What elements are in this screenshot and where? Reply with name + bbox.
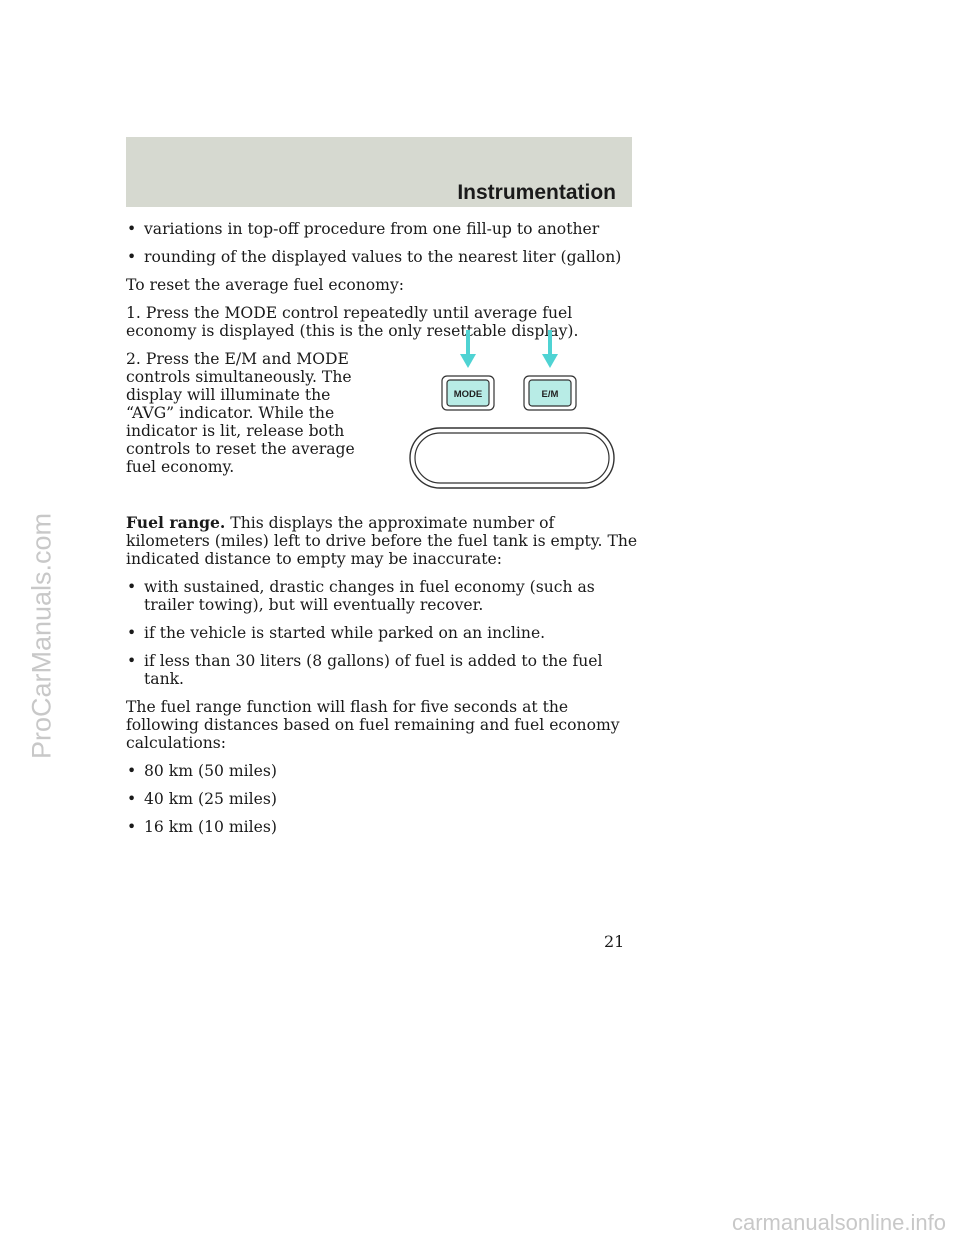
list-item (126, 578, 638, 614)
bullet-glyph: • (127, 248, 137, 266)
footer-watermark: carmanualsonline.info (731, 1210, 946, 1235)
bullet-text: if the vehicle is started while parked on an incline. (144, 624, 546, 642)
bullet-text: 16 km (10 miles) (144, 818, 277, 836)
fuel-range-paragraph (126, 514, 638, 568)
controls-figure (406, 330, 616, 490)
bullet-text: with sustained, drastic changes in fuel economy (such as trailer towing), but will eventually recover. (144, 578, 595, 614)
list-item (126, 220, 638, 238)
page-content (126, 220, 638, 846)
side-watermark: ProCarManuals.com (26, 512, 57, 760)
bullet-text: variations in top-off procedure from one fill-up to another (144, 220, 600, 238)
step-2: 2. Press the E/M and MODE controls simultaneously. The display will illuminate the “AVG” indicator. While the indicator is lit, release both controls to reset the average fuel economy. (126, 350, 355, 476)
em-arrow (542, 330, 558, 368)
header-band (126, 137, 632, 207)
fuel-range-text: This displays the approximate number of kilometers (miles) left to drive before the fuel tank is empty. The indicated distance to empty may be inaccurate: (126, 514, 638, 568)
list-item (126, 248, 638, 266)
display-window (410, 428, 614, 488)
bullet-text: 40 km (25 miles) (144, 790, 277, 808)
list-item (126, 624, 638, 642)
step-2-block (126, 350, 638, 500)
flash-paragraph: The fuel range function will flash for five seconds at the following distances based on fuel remaining and fuel economy calculations: (126, 698, 620, 752)
bullet-glyph: • (127, 790, 137, 808)
em-button (524, 376, 576, 410)
list-item (126, 818, 638, 836)
list-item (126, 762, 638, 780)
bullet-text: 80 km (50 miles) (144, 762, 277, 780)
reset-heading: To reset the average fuel economy: (126, 276, 405, 294)
mode-button-label: MODE (453, 389, 483, 400)
bullet-glyph: • (127, 652, 137, 670)
bullet-glyph: • (127, 818, 137, 836)
mode-arrow (460, 330, 476, 368)
section-title: Instrumentation (457, 181, 616, 204)
page-number: 21 (604, 932, 625, 951)
bullet-text: rounding of the displayed values to the nearest liter (gallon) (144, 248, 622, 266)
fuel-range-term: Fuel range. (126, 513, 226, 532)
step-1: 1. Press the MODE control repeatedly until average fuel economy is displayed (this is the only resettable display). (126, 304, 579, 340)
mode-button (442, 376, 494, 410)
list-item (126, 790, 638, 808)
list-item (126, 652, 638, 688)
bullet-glyph: • (127, 578, 137, 596)
bullet-glyph: • (127, 762, 137, 780)
bullet-glyph: • (127, 624, 137, 642)
em-button-label: E/M (541, 389, 559, 400)
bullet-glyph: • (127, 220, 137, 238)
bullet-text: if less than 30 liters (8 gallons) of fuel is added to the fuel tank. (144, 652, 603, 688)
